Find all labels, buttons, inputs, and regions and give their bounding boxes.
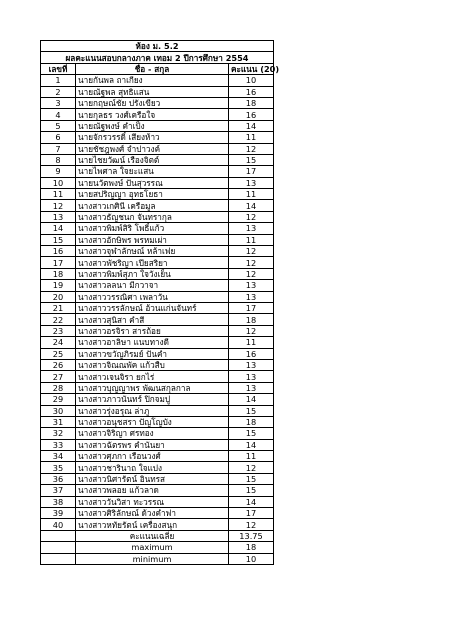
table-row [41, 359, 274, 370]
row-number: 24 [41, 337, 76, 348]
table-row [41, 325, 274, 336]
average-row [41, 530, 274, 541]
row-number: 39 [41, 508, 76, 519]
row-score: 16 [229, 348, 274, 359]
row-name: นางสาวศิริลักษณ์ ด้วงคำฟา [76, 508, 229, 519]
row-name: นางสาวภาวนันทร์ ปิกจมปู [76, 394, 229, 405]
row-score: 15 [229, 473, 274, 484]
minimum-value: 10 [229, 553, 274, 564]
row-number: 15 [41, 234, 76, 245]
row-number: 18 [41, 268, 76, 279]
row-number: 4 [41, 109, 76, 120]
row-score: 15 [229, 405, 274, 416]
row-number: 36 [41, 473, 76, 484]
row-name: นางสาววรรณิศา เพลาวัน [76, 291, 229, 302]
minimum-label: minimum [76, 553, 229, 564]
row-score: 17 [229, 302, 274, 313]
title-row [41, 41, 274, 52]
row-score: 15 [229, 154, 274, 165]
row-number: 20 [41, 291, 76, 302]
row-number: 19 [41, 280, 76, 291]
row-number: 25 [41, 348, 76, 359]
row-name: นางสาวลลนา มีกวาจา [76, 280, 229, 291]
row-name: นายณัฐพงษ์ คำเป็ง [76, 120, 229, 131]
row-score: 11 [229, 337, 274, 348]
row-name: นางสาวอรจิรา สารถ้อย [76, 325, 229, 336]
table-row [41, 337, 274, 348]
row-number: 33 [41, 439, 76, 450]
row-number: 32 [41, 428, 76, 439]
row-number: 40 [41, 519, 76, 530]
table-row [41, 189, 274, 200]
average-label: คะแนนเฉลี่ย [76, 530, 229, 541]
score-sheet [40, 40, 280, 565]
row-score: 13 [229, 371, 274, 382]
row-number: 35 [41, 462, 76, 473]
row-score: 11 [229, 132, 274, 143]
table-row [41, 439, 274, 450]
row-score: 16 [229, 86, 274, 97]
row-number: 13 [41, 211, 76, 222]
table-row [41, 416, 274, 427]
row-number: 6 [41, 132, 76, 143]
row-name: นางสาวจิณณพัค แก้วสืบ [76, 359, 229, 370]
row-score: 14 [229, 394, 274, 405]
row-number: 31 [41, 416, 76, 427]
row-score: 14 [229, 120, 274, 131]
table-row [41, 508, 274, 519]
row-score: 13 [229, 223, 274, 234]
row-score: 18 [229, 416, 274, 427]
row-name: นายสปริญญา อุทธโยธา [76, 189, 229, 200]
row-score: 15 [229, 485, 274, 496]
row-name: นางสาวเจนจิรา ยกไร่ [76, 371, 229, 382]
row-number: 9 [41, 166, 76, 177]
row-score: 13 [229, 382, 274, 393]
row-name: นางสาวเกศินี เครือมูล [76, 200, 229, 211]
row-number: 11 [41, 189, 76, 200]
row-number: 28 [41, 382, 76, 393]
row-number: 12 [41, 200, 76, 211]
row-name: นางสาวศุภกา เรือนวงศ์ [76, 451, 229, 462]
table-row [41, 234, 274, 245]
table-row [41, 257, 274, 268]
row-number: 38 [41, 496, 76, 507]
row-number: 23 [41, 325, 76, 336]
table-row [41, 177, 274, 188]
row-number: 22 [41, 314, 76, 325]
row-name: นางสาวอนุชสรา ปัญโญบัง [76, 416, 229, 427]
row-number: 21 [41, 302, 76, 313]
row-score: 18 [229, 97, 274, 108]
row-score: 10 [229, 75, 274, 86]
row-score: 13 [229, 280, 274, 291]
row-score: 13 [229, 291, 274, 302]
row-number: 17 [41, 257, 76, 268]
row-name: นายชัชฎพงศ์ จำปาวงค์ [76, 143, 229, 154]
row-name: นายกฤษณ์ชัย ปรังเขียว [76, 97, 229, 108]
table-row [41, 462, 274, 473]
row-score: 17 [229, 166, 274, 177]
row-score: 11 [229, 189, 274, 200]
row-score: 17 [229, 508, 274, 519]
row-score: 12 [229, 257, 274, 268]
row-name: นางสาวพิมพ์สุภา ใจวังเย็น [76, 268, 229, 279]
row-number: 8 [41, 154, 76, 165]
row-score: 16 [229, 109, 274, 120]
row-name: นางสาววรรลักษณ์ อ้วนแก่นจันทร์ [76, 302, 229, 313]
row-number: 1 [41, 75, 76, 86]
table-row [41, 348, 274, 359]
table-row [41, 473, 274, 484]
row-name: นางสาวรุ่งอรุณ ล่าภู [76, 405, 229, 416]
table-row [41, 485, 274, 496]
row-name: นางสาวพลอย แก้วลาด [76, 485, 229, 496]
row-score: 12 [229, 246, 274, 257]
row-score: 12 [229, 462, 274, 473]
row-name: นางสาวจุฬาลักษณ์ หล้าเฟย [76, 246, 229, 257]
row-score: 12 [229, 325, 274, 336]
table-row [41, 394, 274, 405]
row-name: นางสาวสุนิสา คำสี [76, 314, 229, 325]
row-name: นายกันพล ถาเกียง [76, 75, 229, 86]
row-score: 11 [229, 234, 274, 245]
table-row [41, 428, 274, 439]
row-name: นายณัฐพล สุทธิแสน [76, 86, 229, 97]
row-number: 5 [41, 120, 76, 131]
table-row [41, 109, 274, 120]
table-row [41, 246, 274, 257]
row-score: 12 [229, 519, 274, 530]
row-name: นางสาวอาลิษา แนบทางดี [76, 337, 229, 348]
sheet-title: ห้อง ม. 5.2 [41, 41, 274, 52]
row-score: 13 [229, 359, 274, 370]
row-score: 14 [229, 496, 274, 507]
row-score: 13 [229, 177, 274, 188]
table-row [41, 314, 274, 325]
row-name: นางสาวธัญชนก จันทรากุล [76, 211, 229, 222]
row-name: นายไพศาล ใจยะแสน [76, 166, 229, 177]
table-row [41, 97, 274, 108]
row-number: 10 [41, 177, 76, 188]
row-name: นางสาวนิศารัตน์ อินทรส [76, 473, 229, 484]
header-score: คะแนน (20) [229, 63, 274, 74]
table-row [41, 143, 274, 154]
row-name: นางสาวจิริญา ศรทอง [76, 428, 229, 439]
row-number: 16 [41, 246, 76, 257]
row-name: นางสาววันวิสา ทะวรรณ [76, 496, 229, 507]
maximum-row [41, 542, 274, 553]
table-row [41, 154, 274, 165]
table-row [41, 451, 274, 462]
sheet-subtitle: ผลคะแนนสอบกลางภาค เทอม 2 ปีการศึกษา 2554 [41, 52, 274, 63]
table-row [41, 382, 274, 393]
table-row [41, 496, 274, 507]
subtitle-row [41, 52, 274, 63]
table-row [41, 519, 274, 530]
row-name: นางสาวชารินาถ ใจแปง [76, 462, 229, 473]
table-row [41, 291, 274, 302]
row-name: นายไชยวัฒน์ เรืองจิตต์ [76, 154, 229, 165]
table-row [41, 211, 274, 222]
maximum-value: 18 [229, 542, 274, 553]
row-number: 14 [41, 223, 76, 234]
row-number: 3 [41, 97, 76, 108]
table-row [41, 166, 274, 177]
table-row [41, 132, 274, 143]
row-name: นางสาวบุญญาพร พัฒนสกุลกาล [76, 382, 229, 393]
row-score: 12 [229, 268, 274, 279]
row-number: 34 [41, 451, 76, 462]
row-number: 27 [41, 371, 76, 382]
row-score: 15 [229, 428, 274, 439]
row-name: นางสาวพิมพ์สิริ โพธิ์แก้ว [76, 223, 229, 234]
row-score: 14 [229, 200, 274, 211]
minimum-row [41, 553, 274, 564]
table-row [41, 268, 274, 279]
row-number: 37 [41, 485, 76, 496]
average-value: 13.75 [229, 530, 274, 541]
row-score: 11 [229, 451, 274, 462]
row-name: นายกุลธร วงศ์เครือใจ [76, 109, 229, 120]
table-row [41, 86, 274, 97]
row-name: นางสาวอักษิพร พรหมเผ่า [76, 234, 229, 245]
row-number: 30 [41, 405, 76, 416]
row-number: 26 [41, 359, 76, 370]
table-row [41, 302, 274, 313]
table-row [41, 371, 274, 382]
header-no: เลขที่ [41, 63, 76, 74]
row-score: 12 [229, 143, 274, 154]
row-name: นางสาวขวัญภิรมย์ ปันคำ [76, 348, 229, 359]
row-number: 29 [41, 394, 76, 405]
row-score: 18 [229, 314, 274, 325]
row-name: นางสาวหทัยรัตน์ เครื่องสนุก [76, 519, 229, 530]
maximum-label: maximum [76, 542, 229, 553]
table-row [41, 280, 274, 291]
row-score: 12 [229, 211, 274, 222]
table-row [41, 200, 274, 211]
row-name: นายนวัตพงษ์ ปันสุวรรณ [76, 177, 229, 188]
row-number: 7 [41, 143, 76, 154]
table-row [41, 75, 274, 86]
header-name: ชื่อ - สกุล [76, 63, 229, 74]
header-row [41, 63, 274, 74]
row-name: นายจักรวรรดิ์ เสียงห้าว [76, 132, 229, 143]
row-name: นางสาวพัชริญา เปียสริยา [76, 257, 229, 268]
row-score: 14 [229, 439, 274, 450]
row-name: นางสาวฉัตรพร คำนันยา [76, 439, 229, 450]
table-row [41, 223, 274, 234]
table-row [41, 405, 274, 416]
table-row [41, 120, 274, 131]
row-number: 2 [41, 86, 76, 97]
